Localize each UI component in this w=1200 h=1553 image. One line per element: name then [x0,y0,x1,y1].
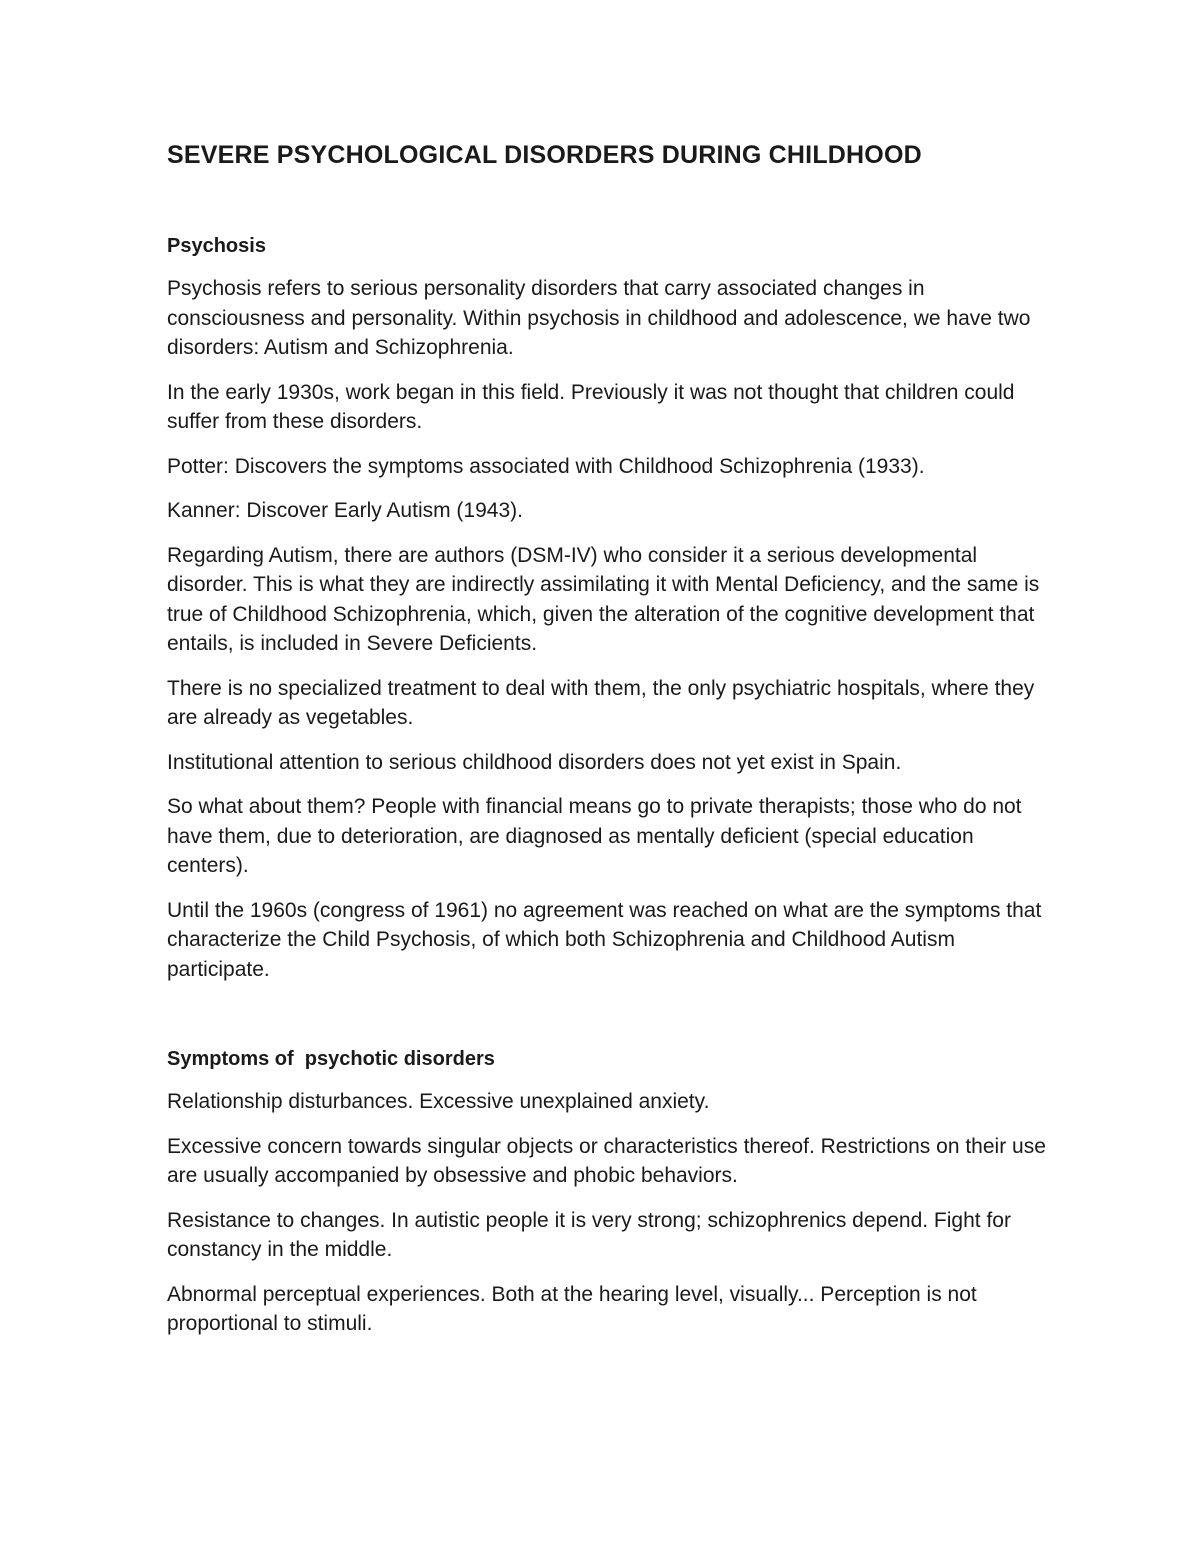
paragraph: Resistance to changes. In autistic people it is very strong; schizophrenics depend. Fight for constancy in the middle. [167,1208,1011,1261]
section-heading: Psychosis [167,235,266,257]
paragraph: Regarding Autism, there are authors (DSM-IV) who consider it a serious developmental disorder. This is what they are indirectly assimilating it with Mental Deficiency, and the same is true of Childhood Schizophrenia, which, given the alteration of the cognitive development that entails, is included in Severe Deficients. [167,543,1040,655]
section-symptoms [167,1044,1047,1339]
paragraph: So what about them? People with financial means go to private therapists; those who do not have them, due to deterioration, are diagnosed as mentally deficient (special education centers). [167,795,1022,877]
paragraph: Institutional attention to serious childhood disorders does not yet exist in Spain. [167,750,902,774]
paragraph: Psychosis refers to serious personality disorders that carry associated changes in consciousness and personality. Within psychosis in childhood and adolescence, we have two disorders: Autism and Schizophrenia. [167,277,1031,359]
paragraph: Abnormal perceptual experiences. Both at the hearing level, visually... Perception is not proportional to stimuli. [167,1282,977,1335]
section-heading: Symptoms of psychotic disorders [167,1048,495,1070]
document-title: SEVERE PSYCHOLOGICAL DISORDERS DURING CHILDHOOD [167,141,922,169]
paragraph: There is no specialized treatment to deal with them, the only psychiatric hospitals, where they are already as vegetables. [167,676,1035,729]
paragraph: Potter: Discovers the symptoms associated with Childhood Schizophrenia (1933). [167,454,925,478]
document-body [167,137,1047,1339]
paragraph: Relationship disturbances. Excessive unexplained anxiety. [167,1090,710,1113]
paragraph: Until the 1960s (congress of 1961) no agreement was reached on what are the symptoms that characterize the Child Psychosis, of which both Schizophrenia and Childhood Autism participate. [167,898,1042,981]
paragraph: Kanner: Discover Early Autism (1943). [167,499,523,522]
paragraph: In the early 1930s, work began in this field. Previously it was not thought that children could suffer from these disorders. [167,380,1015,433]
paragraph: Excessive concern towards singular objects or characteristics thereof. Restrictions on their use are usually accompanied by obsessive and phobic behaviors. [167,1134,1046,1187]
section-psychosis [167,231,1047,984]
